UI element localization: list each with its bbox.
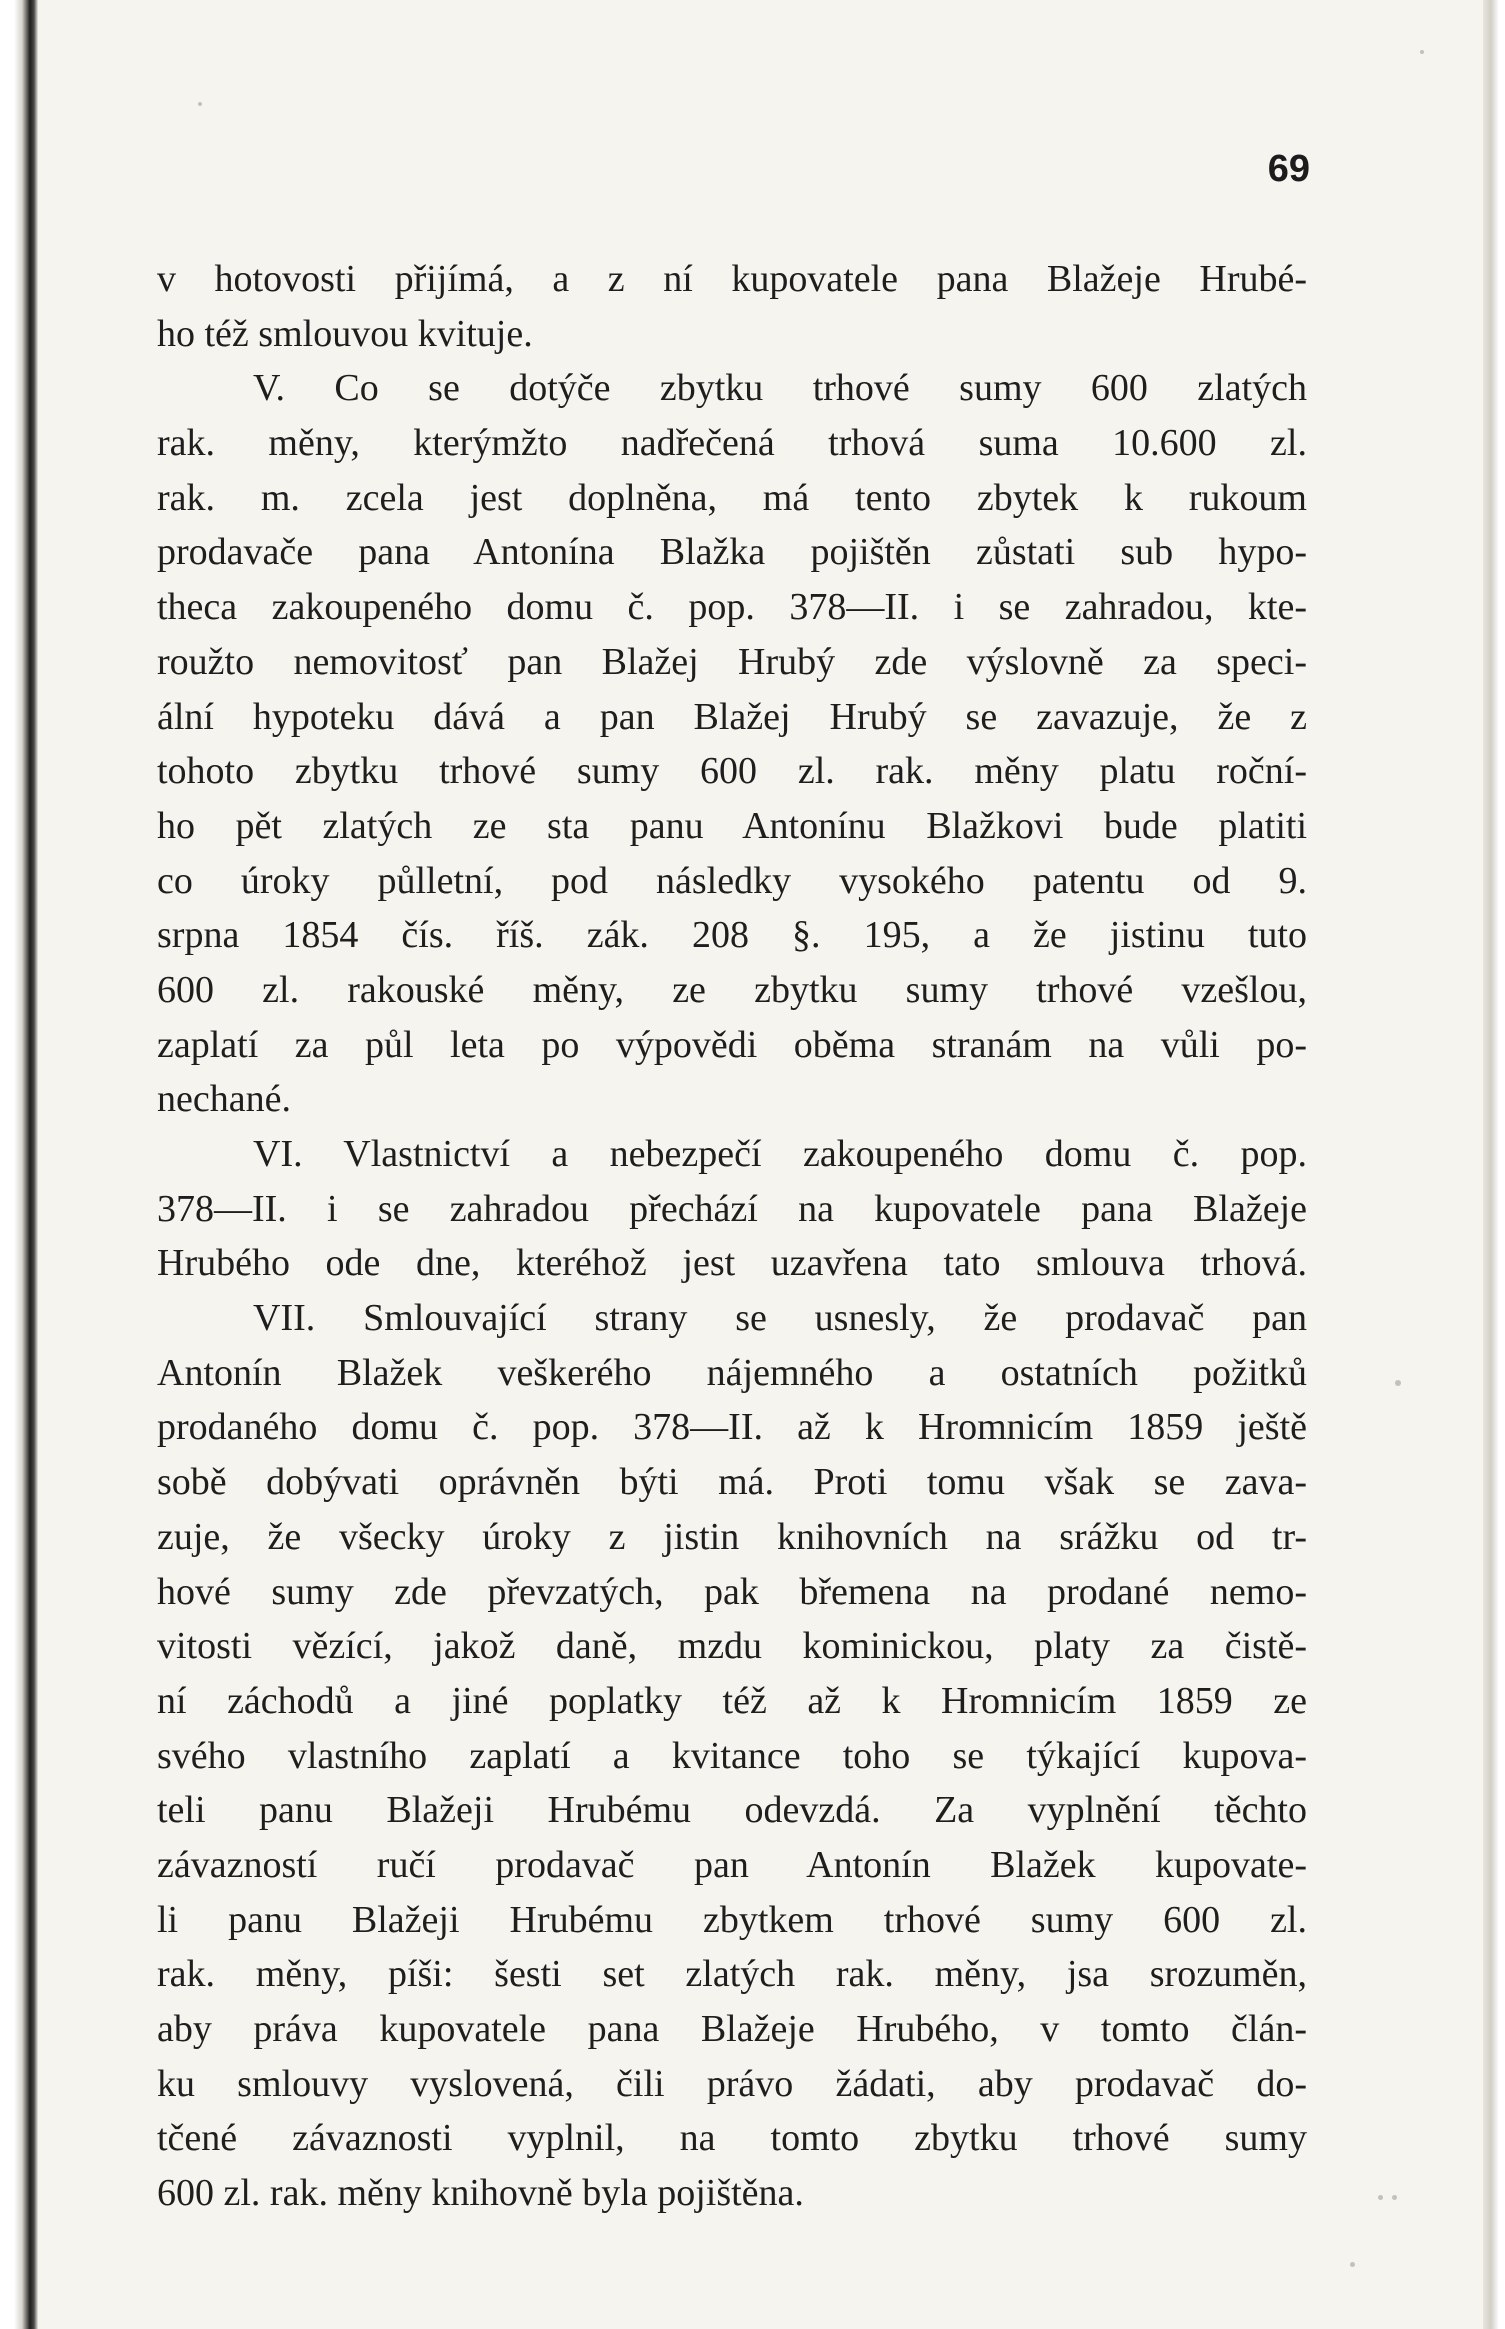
text-line: tohoto zbytku trhové sumy 600 zl. rak. měny platu roční- bbox=[157, 750, 1307, 793]
text-line: prodaného domu č. pop. 378—II. až k Hromnicím 1859 ještě bbox=[157, 1406, 1307, 1449]
text-line: ho též smlouvou kvituje. bbox=[157, 312, 533, 355]
text-line: teli panu Blažeji Hrubému odevzdá. Za vyplnění těchto bbox=[157, 1789, 1307, 1832]
text-line: 600 zl. rak. měny knihovně byla pojištěna. bbox=[157, 2172, 804, 2215]
text-line: svého vlastního zaplatí a kvitance toho se týkající kupova- bbox=[157, 1734, 1307, 1777]
text-line: rak. měny, kterýmžto nadřečená trhová suma 10.600 zl. bbox=[157, 422, 1307, 465]
text-line: závazností ručí prodavač pan Antonín Blažek kupovate- bbox=[157, 1843, 1307, 1886]
paper-speck bbox=[1395, 1380, 1401, 1386]
binding-edge bbox=[0, 0, 38, 2329]
text-line: ní záchodů a jiné poplatky též až k Hromnicím 1859 ze bbox=[157, 1679, 1307, 1722]
paper-speck bbox=[1378, 2195, 1383, 2200]
text-line: 378—II. i se zahradou přechází na kupovatele pana Blažeje bbox=[157, 1187, 1307, 1230]
text-line: sobě dobývati oprávněn býti má. Proti tomu však se zava- bbox=[157, 1461, 1307, 1504]
text-line: aby práva kupovatele pana Blažeje Hrubého, v tomto člán- bbox=[157, 2008, 1307, 2050]
body-text bbox=[157, 252, 1307, 2221]
text-line: li panu Blažeji Hrubému zbytkem trhové sumy 600 zl. bbox=[157, 1898, 1307, 1941]
paper-speck bbox=[198, 102, 202, 106]
text-line: srpna 1854 čís. říš. zák. 208 §. 195, a že jistinu tuto bbox=[157, 914, 1307, 957]
paper-speck bbox=[1350, 2262, 1355, 2267]
text-line: rak. m. zcela jest doplněna, má tento zbytek k rukoum bbox=[157, 476, 1307, 519]
text-line: Hrubého ode dne, kteréhož jest uzavřena tato smlouva trhová. bbox=[157, 1242, 1307, 1285]
text-line: v hotovosti přijímá, a z ní kupovatele pana Blažeje Hrubé- bbox=[157, 258, 1307, 300]
text-line: zuje, že všecky úroky z jistin knihovních na srážku od tr- bbox=[157, 1515, 1307, 1558]
text-line: Antonín Blažek veškerého nájemného a ostatních požitků bbox=[157, 1351, 1307, 1394]
text-line: prodavače pana Antonína Blažka pojištěn zůstati sub hypo- bbox=[157, 531, 1307, 574]
text-line: zaplatí za půl leta po výpovědi oběma stranám na vůli po- bbox=[157, 1023, 1307, 1066]
text-line: roužto nemovitosť pan Blažej Hrubý zde výslovně za speci- bbox=[157, 640, 1307, 683]
text-line: V. Co se dotýče zbytku trhové sumy 600 zlatých bbox=[253, 367, 1307, 410]
text-line: ku smlouvy vyslovená, čili právo žádati, aby prodavač do- bbox=[157, 2062, 1307, 2105]
text-line: ální hypoteku dává a pan Blažej Hrubý se zavazuje, že z bbox=[157, 695, 1307, 738]
text-line: ho pět zlatých ze sta panu Antonínu Blažkovi bude platiti bbox=[157, 804, 1307, 847]
text-line: nechané. bbox=[157, 1078, 291, 1121]
text-line: tčené závaznosti vyplnil, na tomto zbytku trhové sumy bbox=[157, 2117, 1307, 2160]
text-line: rak. měny, píši: šesti set zlatých rak. měny, jsa srozuměn, bbox=[157, 1953, 1307, 1996]
paper-speck bbox=[1392, 2195, 1397, 2200]
text-line: co úroky půlletní, pod následky vysokého patentu od 9. bbox=[157, 859, 1307, 902]
text-line: VI. Vlastnictví a nebezpečí zakoupeného domu č. pop. bbox=[253, 1133, 1307, 1175]
text-line: 600 zl. rakouské měny, ze zbytku sumy trhové vzešlou, bbox=[157, 968, 1307, 1011]
text-line: VII. Smlouvající strany se usnesly, že prodavač pan bbox=[253, 1297, 1307, 1340]
page-number: 69 bbox=[1267, 148, 1310, 190]
text-line: theca zakoupeného domu č. pop. 378—II. i se zahradou, kte- bbox=[157, 586, 1307, 629]
paper-speck bbox=[1420, 50, 1424, 54]
text-line: vitosti vězící, jakož daně, mzdu kominickou, platy za čistě- bbox=[157, 1625, 1307, 1668]
page-edge bbox=[1483, 0, 1505, 2329]
text-line: hové sumy zde převzatých, pak břemena na prodané nemo- bbox=[157, 1570, 1307, 1613]
